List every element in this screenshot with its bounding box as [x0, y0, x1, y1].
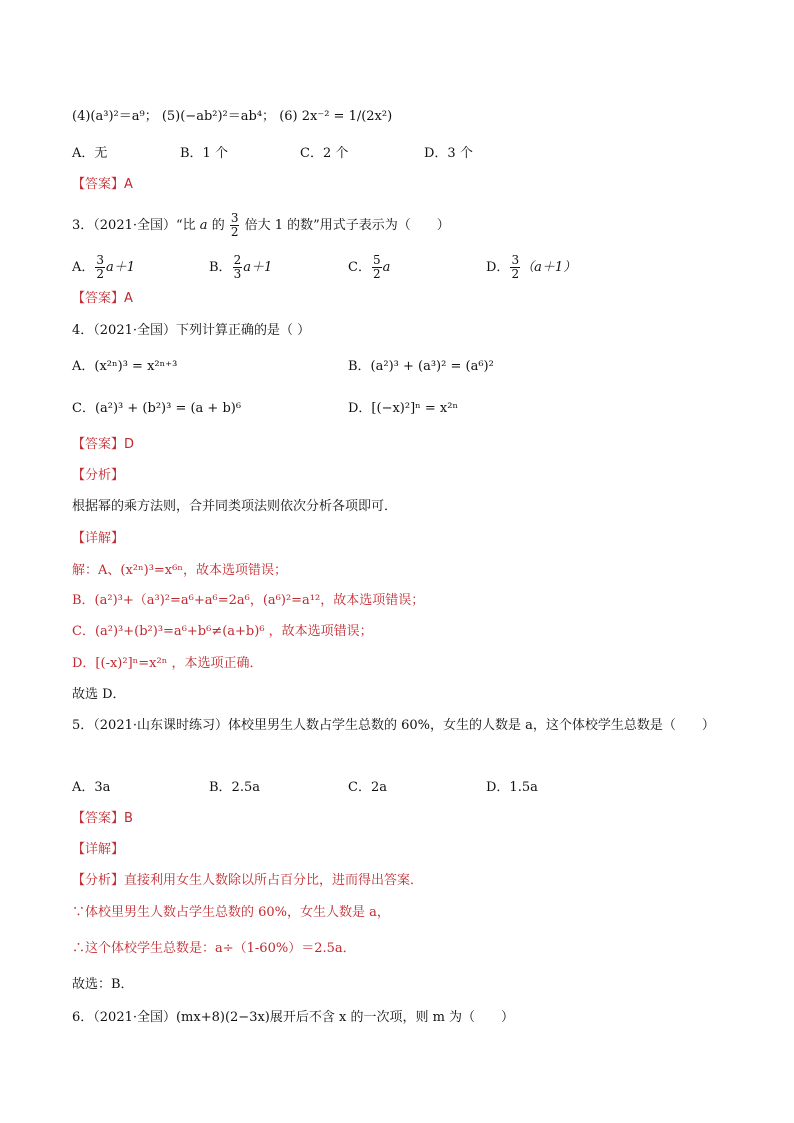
q4-option-d: D．[(−x)²]ⁿ = x²ⁿ: [348, 401, 459, 416]
q3-option-d: D． $\frac{3}{2}$ （a＋1）: [486, 253, 577, 281]
q5-option-a: A．3a: [72, 780, 111, 795]
q5-analysis: [72, 872, 423, 890]
q4-detail-line-a: 解：A、(x²ⁿ)³=x⁶ⁿ，故本选项错误；: [72, 563, 287, 578]
q3-answer: 【答案】A: [72, 291, 133, 306]
q2-items-line: (4)(a³)²＝a⁹； (5)(−ab²)²＝ab⁴； (6) 2x⁻² = 1/(2x²): [72, 109, 393, 124]
q6-stem: 6．（2021·全国）(mx+8)(2−3x)展开后不含 x 的一次项，则 m 为（ ）: [72, 1010, 515, 1025]
q4-detail-tag: 【详解】: [72, 531, 125, 546]
q4-option-a: A．(x²ⁿ)³ = x²ⁿ⁺³: [72, 359, 178, 374]
q3-stem-mid: 的: [211, 218, 225, 233]
q3-stem-var: a: [199, 218, 208, 233]
q5-option-b: B．2.5a: [209, 780, 260, 795]
q5-conclusion: 故选：B．: [72, 977, 134, 992]
q2-option-b: B．1 个: [180, 146, 228, 161]
q4-stem: 4．（2021·全国）下列计算正确的是（ ）: [72, 323, 311, 338]
q2-option-a: A．无: [72, 146, 108, 161]
q3-stem-suffix: 倍大 1 的数”用式子表示为（ ）: [244, 218, 450, 233]
q4-detail-line-b: B．(a²)³+（a³)²=a⁶+a⁶=2a⁶，(a⁶)²=a¹²，故本选项错误；: [72, 593, 425, 608]
q5-therefore: ∴这个体校学生总数是：a÷（1-60%）＝2.5a．: [72, 941, 356, 956]
q4-analysis: 根据幂的乘方法则，合并同类项法则依次分析各项即可．: [72, 499, 398, 514]
q2-answer: 【答案】A: [72, 177, 133, 192]
q4-analysis-tag: 【分析】: [72, 468, 125, 483]
q5-analysis-tag: 【分析】: [72, 873, 125, 888]
q3-stem-prefix: 3．（2021·全国）“比: [72, 218, 196, 233]
q3-option-b: B． $\frac{2}{3}$ a＋1: [209, 253, 273, 281]
q4-option-b: B．(a²)³ + (a³)² = (a⁶)²: [348, 359, 494, 374]
q2-option-d: D．3 个: [424, 146, 473, 161]
q4-detail-line-c: C．(a²)³+(b²)³=a⁶+b⁶≠(a+b)⁶ ，故本选项错误；: [72, 624, 373, 639]
q5-because: ∵体校里男生人数占学生总数的 60%，女生人数是 a，: [72, 905, 390, 920]
q4-option-c: C．(a²)³ + (b²)³ = (a + b)⁶: [72, 401, 242, 416]
q4-answer: 【答案】D: [72, 437, 135, 452]
q2-option-c: C．2 个: [300, 146, 349, 161]
q3-stem-fraction: $\frac{3}{2}$: [230, 211, 239, 239]
q5-option-d: D．1.5a: [486, 780, 538, 795]
q4-conclusion: 故选 D．: [72, 687, 126, 702]
q5-detail-tag: 【详解】: [72, 842, 125, 857]
q5-option-c: C．2a: [348, 780, 387, 795]
q5-analysis-text: 直接利用女生人数除以所占百分比，进而得出答案．: [124, 873, 424, 888]
q5-stem: 5．（2021·山东课时练习）体校里男生人数占学生总数的 60%，女生的人数是 a，这个体校学生总数是（ ）: [72, 718, 715, 733]
q5-answer: 【答案】B: [72, 811, 133, 826]
q3-option-c: C． $\frac{5}{2}$ a: [348, 253, 391, 281]
q3-stem: [72, 212, 450, 239]
q4-detail-line-d: D．[(-x)²]ⁿ=x²ⁿ ，本选项正确．: [72, 656, 263, 671]
q3-option-a: A． $\frac{3}{2}$ a＋1: [72, 253, 136, 281]
